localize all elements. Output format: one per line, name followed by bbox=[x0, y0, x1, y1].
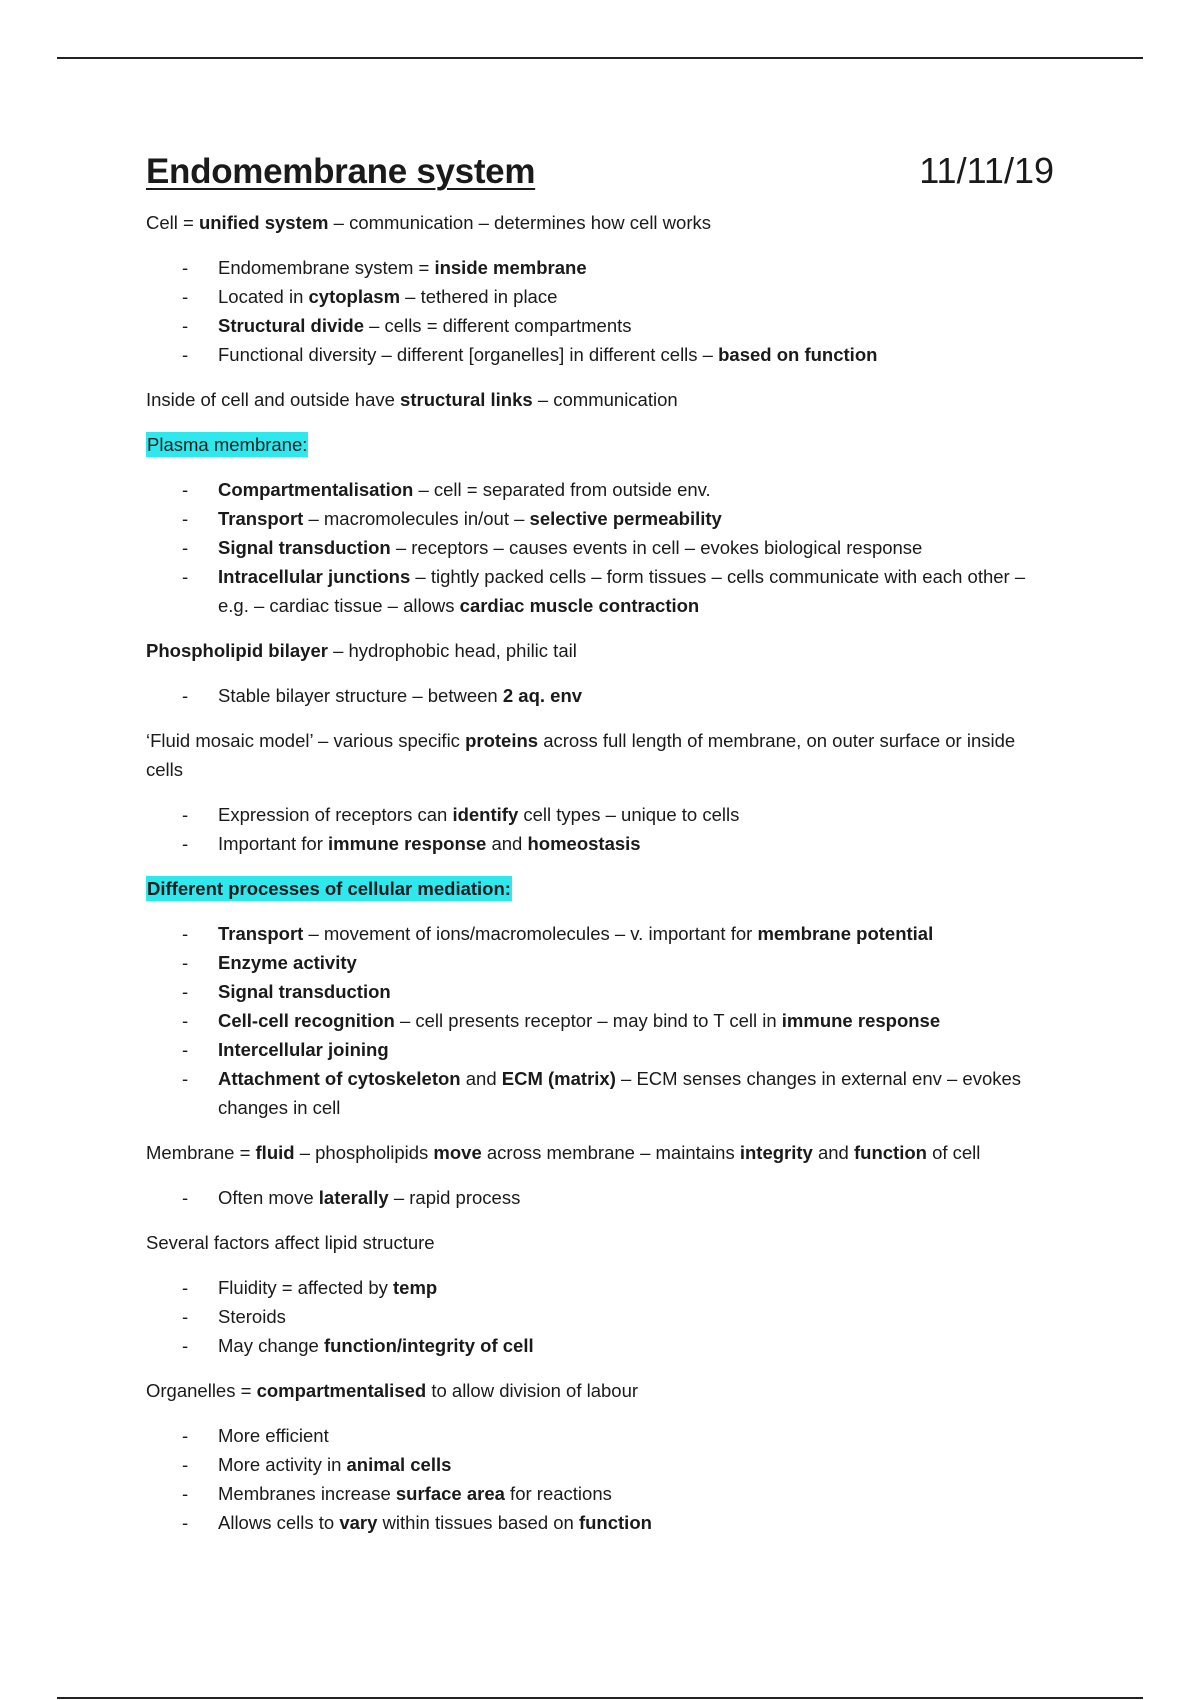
paragraph bbox=[146, 1228, 1054, 1257]
notes-content bbox=[146, 208, 1054, 1537]
list-item bbox=[146, 977, 1054, 1006]
bold-text: structural links bbox=[400, 389, 533, 410]
list-item bbox=[146, 919, 1054, 948]
text-run: Fluidity = affected by bbox=[218, 1277, 393, 1298]
bold-text: Transport bbox=[218, 923, 304, 944]
paragraph bbox=[146, 208, 1054, 237]
bold-text: inside membrane bbox=[434, 257, 587, 278]
text-run: – macromolecules in/out – bbox=[303, 508, 530, 529]
bold-text: based on function bbox=[718, 344, 878, 365]
list-item bbox=[146, 282, 1054, 311]
text-run: and bbox=[486, 833, 528, 854]
bold-text: vary bbox=[339, 1512, 378, 1533]
text-run: Several factors affect lipid structure bbox=[146, 1232, 435, 1253]
bold-text: Attachment of cytoskeleton bbox=[218, 1068, 461, 1089]
text-run: – receptors – causes events in cell – evokes biological response bbox=[390, 537, 923, 558]
list-item bbox=[146, 1006, 1054, 1035]
bold-text: immune response bbox=[781, 1010, 941, 1031]
top-rule bbox=[57, 57, 1143, 59]
paragraph bbox=[146, 430, 1054, 459]
text-run: – phospholipids bbox=[294, 1142, 434, 1163]
list-item bbox=[146, 1035, 1054, 1064]
paragraph bbox=[146, 636, 1054, 665]
text-run: within tissues based on bbox=[377, 1512, 579, 1533]
page-title: Endomembrane system bbox=[146, 152, 536, 191]
bottom-rule bbox=[57, 1697, 1143, 1699]
dash-list bbox=[146, 800, 1054, 858]
paragraph bbox=[146, 1138, 1054, 1167]
text-run: and bbox=[460, 1068, 502, 1089]
bold-text: temp bbox=[393, 1277, 438, 1298]
text-run: – tethered in place bbox=[400, 286, 558, 307]
dash-list bbox=[146, 681, 1054, 710]
highlighted-heading: Different processes of cellular mediation: bbox=[147, 878, 511, 899]
paragraph bbox=[146, 726, 1054, 784]
bold-text: fluid bbox=[255, 1142, 295, 1163]
highlight-mark bbox=[146, 432, 308, 457]
text-run: for reactions bbox=[504, 1483, 612, 1504]
list-item bbox=[146, 533, 1054, 562]
bold-text: membrane potential bbox=[757, 923, 934, 944]
bold-text: Intercellular joining bbox=[218, 1039, 389, 1060]
bold-text: cytoplasm bbox=[308, 286, 401, 307]
text-run: of cell bbox=[926, 1142, 981, 1163]
text-run: – cells = different compartments bbox=[363, 315, 632, 336]
text-run: Steroids bbox=[218, 1306, 286, 1327]
text-run: Expression of receptors can bbox=[218, 804, 453, 825]
bold-text: Signal transduction bbox=[218, 537, 391, 558]
dash-list bbox=[146, 253, 1054, 369]
list-item bbox=[146, 1183, 1054, 1212]
text-run: – movement of ions/macromolecules – v. important for bbox=[303, 923, 758, 944]
bold-text: function bbox=[578, 1512, 652, 1533]
text-run: More efficient bbox=[218, 1425, 329, 1446]
bold-text: selective permeability bbox=[529, 508, 722, 529]
bold-text: proteins bbox=[465, 730, 539, 751]
bold-text: Structural divide bbox=[218, 315, 364, 336]
dash-list bbox=[146, 475, 1054, 620]
page-date: 11/11/19 bbox=[919, 150, 1054, 191]
text-run: across full length of membrane, on outer surface or inside cells bbox=[146, 730, 1016, 780]
highlight-mark bbox=[146, 876, 512, 901]
text-run: Membranes increase bbox=[218, 1483, 396, 1504]
paragraph bbox=[146, 385, 1054, 414]
text-run: – communication – determines how cell works bbox=[328, 212, 711, 233]
bold-text: integrity bbox=[739, 1142, 813, 1163]
list-item bbox=[146, 1273, 1054, 1302]
text-run: Located in bbox=[218, 286, 309, 307]
list-item bbox=[146, 1450, 1054, 1479]
text-run: Allows cells to bbox=[218, 1512, 340, 1533]
bold-text: surface area bbox=[395, 1483, 505, 1504]
text-run: Membrane = bbox=[146, 1142, 256, 1163]
paragraph bbox=[146, 874, 1054, 903]
dash-list bbox=[146, 1183, 1054, 1212]
text-run: Stable bilayer structure – between bbox=[218, 685, 503, 706]
list-item bbox=[146, 475, 1054, 504]
list-item bbox=[146, 1064, 1054, 1122]
bold-text: Transport bbox=[218, 508, 304, 529]
text-run: ‘Fluid mosaic model’ – various specific bbox=[146, 730, 466, 751]
text-run: May change bbox=[218, 1335, 324, 1356]
dash-list bbox=[146, 1421, 1054, 1537]
text-run: – ECM senses changes in external env – evokes changes in cell bbox=[218, 1068, 1022, 1118]
text-run: Functional diversity – different [organelles] in different cells – bbox=[218, 344, 719, 365]
text-run: Endomembrane system = bbox=[218, 257, 435, 278]
list-item bbox=[146, 800, 1054, 829]
highlighted-heading: Plasma membrane: bbox=[147, 434, 308, 455]
bold-text: identify bbox=[452, 804, 519, 825]
list-item bbox=[146, 311, 1054, 340]
list-item bbox=[146, 253, 1054, 282]
bold-text: Intracellular junctions bbox=[218, 566, 411, 587]
bold-text: function bbox=[853, 1142, 927, 1163]
text-run: Often move bbox=[218, 1187, 319, 1208]
text-run: across membrane – maintains bbox=[481, 1142, 740, 1163]
text-run: Organelles = bbox=[146, 1380, 257, 1401]
text-run: – communication bbox=[532, 389, 678, 410]
list-item bbox=[146, 340, 1054, 369]
text-run: – cell = separated from outside env. bbox=[413, 479, 711, 500]
title-row bbox=[146, 150, 1054, 200]
bold-text: homeostasis bbox=[527, 833, 641, 854]
bold-text: immune response bbox=[328, 833, 487, 854]
bold-text: cardiac muscle contraction bbox=[459, 595, 700, 616]
bold-text: 2 aq. env bbox=[502, 685, 583, 706]
bold-text: Cell-cell recognition bbox=[218, 1010, 395, 1031]
text-run: – tightly packed cells – form tissues – cells communicate with each other – e.g. – cardiac tissue – allows bbox=[218, 566, 1026, 616]
text-run: – cell presents receptor – may bind to T cell in bbox=[394, 1010, 782, 1031]
bold-text: unified system bbox=[198, 212, 329, 233]
text-run: – hydrophobic head, philic tail bbox=[327, 640, 577, 661]
bold-text: function/integrity of cell bbox=[323, 1335, 534, 1356]
bold-text: move bbox=[433, 1142, 482, 1163]
bold-text: compartmentalised bbox=[256, 1380, 427, 1401]
bold-text: laterally bbox=[318, 1187, 389, 1208]
list-item bbox=[146, 504, 1054, 533]
paragraph bbox=[146, 1376, 1054, 1405]
dash-list bbox=[146, 1273, 1054, 1360]
text-run: Important for bbox=[218, 833, 329, 854]
list-item bbox=[146, 948, 1054, 977]
text-run: More activity in bbox=[218, 1454, 347, 1475]
list-item bbox=[146, 1421, 1054, 1450]
text-run: cell types – unique to cells bbox=[518, 804, 740, 825]
bold-text: Signal transduction bbox=[218, 981, 391, 1002]
bold-text: ECM (matrix) bbox=[501, 1068, 616, 1089]
list-item bbox=[146, 681, 1054, 710]
list-item bbox=[146, 1508, 1054, 1537]
list-item bbox=[146, 1479, 1054, 1508]
text-run: – rapid process bbox=[388, 1187, 521, 1208]
list-item bbox=[146, 562, 1054, 620]
document-page bbox=[146, 150, 1054, 1553]
text-run: Inside of cell and outside have bbox=[146, 389, 401, 410]
bold-text: Enzyme activity bbox=[218, 952, 357, 973]
list-item bbox=[146, 829, 1054, 858]
bold-text: Phospholipid bilayer bbox=[146, 640, 328, 661]
bold-text: Compartmentalisation bbox=[218, 479, 414, 500]
dash-list bbox=[146, 919, 1054, 1122]
list-item bbox=[146, 1331, 1054, 1360]
text-run: Cell = bbox=[146, 212, 199, 233]
list-item bbox=[146, 1302, 1054, 1331]
text-run: to allow division of labour bbox=[426, 1380, 639, 1401]
bold-text: animal cells bbox=[346, 1454, 452, 1475]
text-run: and bbox=[812, 1142, 854, 1163]
